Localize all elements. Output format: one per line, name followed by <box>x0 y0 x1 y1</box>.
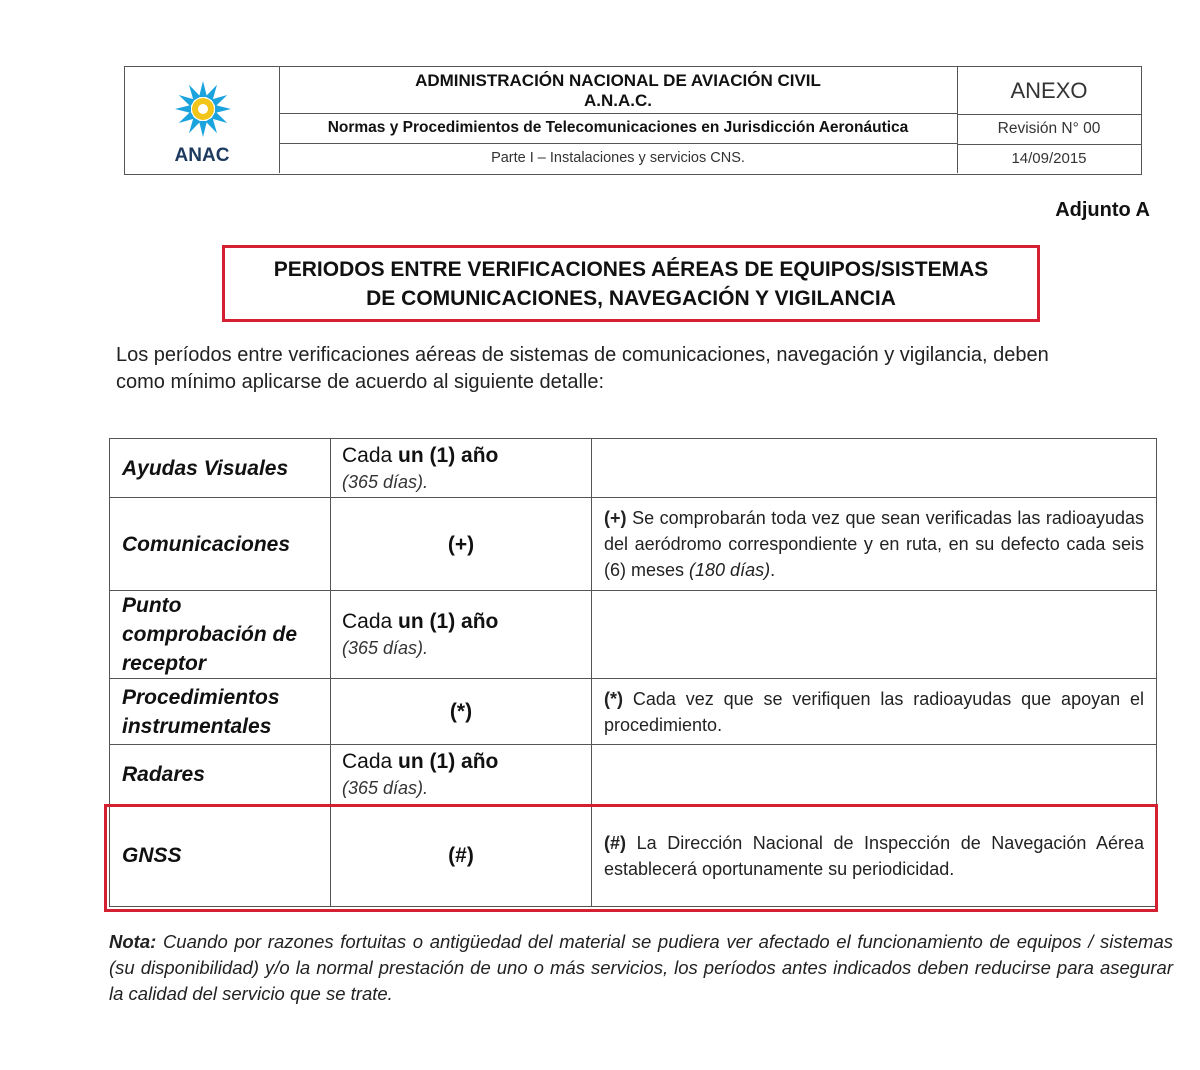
period-symbol: (+) <box>331 498 592 591</box>
period-value: un (1) año <box>398 610 499 633</box>
document-header <box>124 66 1142 175</box>
system-name <box>110 679 331 745</box>
norms-title: Normas y Procedimientos de Telecomunicaciones en Jurisdicción Aeronáutica <box>279 114 957 144</box>
note-text: Se comprobarán toda vez que sean verificadas las radioayudas del aeródromo correspondiente y en ruta, en su defecto cada seis (6) meses <box>604 508 1144 580</box>
note-cell <box>592 439 1157 498</box>
note-cell <box>592 498 1157 591</box>
table-row <box>110 439 1157 498</box>
system-name <box>110 591 331 679</box>
period-days: (365 días). <box>342 778 429 798</box>
revision-label: Revisión N° 00 <box>957 115 1141 145</box>
table-row <box>110 745 1157 805</box>
table-row <box>110 679 1157 745</box>
period-symbol: (*) <box>331 679 592 745</box>
footnote-label: Nota: <box>109 931 157 952</box>
page-title <box>222 245 1040 322</box>
note-cell <box>592 591 1157 679</box>
note-text: La Dirección Nacional de Inspección de Navegación Aérea establecerá oportunamente su periodicidad. <box>604 832 1144 879</box>
gnss-highlight-box <box>104 804 1158 912</box>
period-symbol: (#) <box>331 805 592 907</box>
system-name: Radares <box>110 745 331 805</box>
note-days: (180 días) <box>689 560 771 580</box>
note-text: Cada vez que se verifiquen las radioayudas que apoyan el procedimiento. <box>604 688 1144 735</box>
agency-title <box>279 67 957 114</box>
period-value: un (1) año <box>398 750 499 773</box>
note-cell <box>592 679 1157 745</box>
period-cell <box>331 591 592 679</box>
date-label: 14/09/2015 <box>1011 150 1087 167</box>
intro-paragraph: Los períodos entre verificaciones aéreas de sistemas de comunicaciones, navegación y vigilancia, deben como mínimo aplicarse de acuerdo al siguiente detalle: <box>116 344 1049 393</box>
title-line-2: DE COMUNICACIONES, NAVEGACIÓN Y VIGILANCIA <box>366 287 896 310</box>
period-prefix: Cada <box>342 610 399 633</box>
note-mark: (*) <box>604 688 623 709</box>
period-prefix: Cada <box>342 443 399 467</box>
title-line-1: PERIODOS ENTRE VERIFICACIONES AÉREAS DE EQUIPOS/SISTEMAS <box>273 258 989 281</box>
agency-acronym: A.N.A.C. <box>584 91 652 110</box>
table-row <box>110 498 1157 591</box>
footnote <box>109 929 1173 1007</box>
attachment-label: Adjunto A <box>1055 199 1150 221</box>
period-days: (365 días). <box>342 471 429 492</box>
anac-logo-icon <box>175 79 231 143</box>
period-prefix: Cada <box>342 750 399 773</box>
system-name-text: Procedimientos instrumentales <box>122 685 280 738</box>
note-mark: (+) <box>604 508 627 528</box>
note-cell <box>592 745 1157 805</box>
period-value: un (1) año <box>398 443 499 467</box>
note-end: . <box>770 560 776 580</box>
period-cell <box>331 439 592 498</box>
footnote-text: Cuando por razones fortuitas o antigüedad del material se pudiera ver afectado el funcionamiento de equipos / sistemas (su disponibilidad) y/o la normal prestación de uno o más servicios, los períodos antes indicados deben reducirse para asegurar la calidad del servicio que se trate. <box>109 931 1173 1004</box>
annex-label: ANEXO <box>957 67 1141 115</box>
logo-cell <box>125 67 280 173</box>
system-name: GNSS <box>110 805 331 907</box>
note-mark: (#) <box>604 832 626 853</box>
header-center <box>279 67 958 173</box>
system-name: Ayudas Visuales <box>110 439 331 498</box>
logo-text: ANAC <box>174 145 230 166</box>
period-days: (365 días). <box>342 638 429 658</box>
header-right <box>957 67 1141 173</box>
part-title: Parte I – Instalaciones y servicios CNS. <box>491 150 745 166</box>
agency-name: ADMINISTRACIÓN NACIONAL DE AVIACIÓN CIVIL <box>415 71 821 90</box>
table-row <box>110 591 1157 679</box>
system-name-text: Punto comprobación de receptor <box>122 594 298 675</box>
system-name: Comunicaciones <box>110 498 331 591</box>
period-cell <box>331 745 592 805</box>
